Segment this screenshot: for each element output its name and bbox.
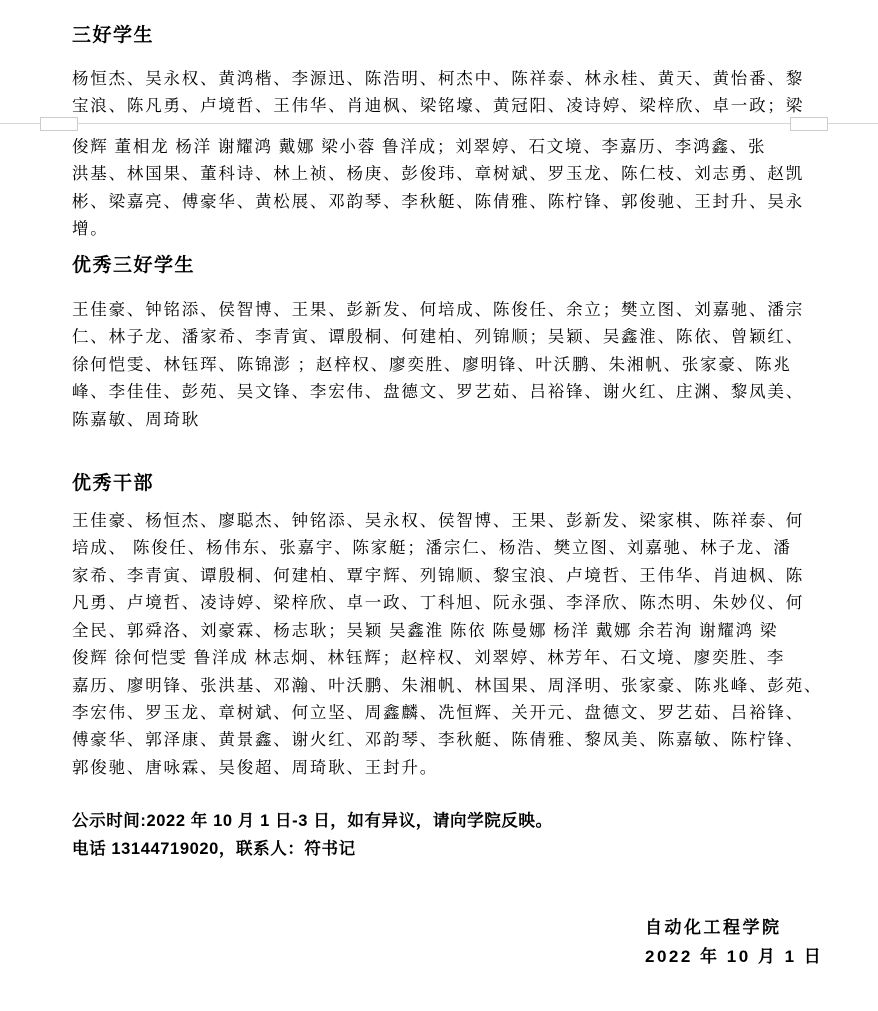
text-line: 王佳豪、杨恒杰、廖聪杰、钟铭添、吴永权、侯智博、王果、彭新发、梁家棋、陈祥泰、何: [72, 511, 804, 531]
text-line: 俊辉 徐何恺雯 鲁洋成 林志炯、林钰辉；赵梓权、刘翠婷、林芳年、石文境、廖奕胜、李: [72, 648, 786, 668]
text-line: 李宏伟、罗玉龙、章树斌、何立坚、周鑫麟、冼恒辉、关开元、盘德文、罗艺茹、吕裕锋、: [72, 702, 804, 722]
notice-contact-line: 电话 13144719020，联系人：符书记: [72, 839, 356, 858]
signature-block: [72, 913, 824, 972]
text-line: 嘉历、廖明锋、张洪基、邓瀚、叶沃鹏、朱湘帆、林国果、周泽明、张家豪、陈兆峰、彭苑、: [72, 675, 823, 695]
page-break-divider: [0, 123, 878, 124]
name-list-youxiu-ganbu: [72, 507, 823, 781]
text-line: 郭俊驰、唐咏霖、吴俊超、周琦耿、王封升。: [72, 757, 438, 777]
text-line: 培成、 陈俊任、杨伟东、张嘉宇、陈家艇；潘宗仁、杨浩、樊立图、刘嘉驰、林子龙、潘: [72, 538, 792, 558]
section-heading-youxiu-sanhao: 优秀三好学生: [72, 255, 196, 277]
notice-period-line: 公示时间:2022 年 10 月 1 日-3 日，如有异议，请向学院反映。: [72, 812, 553, 831]
text-line: 俊辉 董相龙 杨洋 谢耀鸿 戴娜 梁小蓉 鲁洋成；刘翠婷、石文境、李嘉历、李鸿鑫、张: [72, 136, 767, 156]
text-line: 彬、梁嘉亮、傅豪华、黄松展、邓韵琴、李秋艇、陈倩雅、陈柠锋、郭俊驰、王封升、吴永: [72, 191, 804, 211]
signature-organization: 自动化工程学院: [645, 917, 782, 937]
text-line: 凡勇、卢境哲、凌诗婷、梁梓欣、卓一政、丁科旭、阮永强、李泽欣、陈杰明、朱妙仪、何: [72, 593, 804, 613]
page-break-mark-left-icon: [40, 117, 78, 131]
text-line: 增。: [72, 219, 109, 239]
notice-block: [72, 808, 812, 863]
text-line: 洪基、林国果、董科诗、林上祯、杨庚、彭俊玮、章树斌、罗玉龙、陈仁枝、刘志勇、赵凯: [72, 164, 804, 184]
section-heading-sanhao: 三好学生: [72, 25, 155, 46]
name-list-sanhao-part2: [72, 133, 812, 243]
signature-date: 2022 年 10 月 1 日: [645, 947, 824, 967]
text-line: 傅豪华、郭泽康、黄景鑫、谢火红、邓韵琴、李秋艇、陈倩雅、黎凤美、陈嘉敏、陈柠锋、: [72, 730, 804, 750]
text-line: 峰、李佳佳、彭苑、吴文锋、李宏伟、盘德文、罗艺茹、吕裕锋、谢火红、庄渊、黎凤美、: [72, 382, 804, 402]
text-line: 宝浪、陈凡勇、卢境哲、王伟华、肖迪枫、梁铭壕、黄冠阳、凌诗婷、梁梓欣、卓一政；梁: [72, 96, 804, 116]
text-line: 家希、李青寅、谭殷桐、何建柏、覃宇辉、列锦顺、黎宝浪、卢境哲、王伟华、肖迪枫、陈: [72, 565, 804, 585]
text-line: 陈嘉敏、周琦耿: [72, 409, 201, 429]
text-line: 王佳豪、钟铭添、侯智博、王果、彭新发、何培成、陈俊任、余立；樊立图、刘嘉驰、潘宗: [72, 300, 804, 320]
section-heading-youxiu-ganbu: 优秀干部: [72, 473, 155, 495]
name-list-sanhao-part1: [72, 65, 812, 120]
text-line: 全民、郭舜洛、刘豪霖、杨志耿；吴颖 吴鑫淮 陈依 陈曼娜 杨洋 戴娜 余若洵 谢耀鸿 梁: [72, 620, 779, 640]
text-line: 杨恒杰、吴永权、黄鸿楷、李源迅、陈浩明、柯杰中、陈祥泰、林永桂、黄天、黄怡番、黎: [72, 69, 804, 88]
name-list-youxiu-sanhao: [72, 296, 812, 433]
page-break-mark-right-icon: [790, 117, 828, 131]
text-line: 仁、林子龙、潘家希、李青寅、谭殷桐、何建柏、列锦顺；吴颖、吴鑫淮、陈依、曾颖红、: [72, 327, 804, 347]
text-line: 徐何恺雯、林钰珲、陈锦澎 ；赵梓权、廖奕胜、廖明锋、叶沃鹏、朱湘帆、张家豪、陈兆: [72, 354, 792, 374]
